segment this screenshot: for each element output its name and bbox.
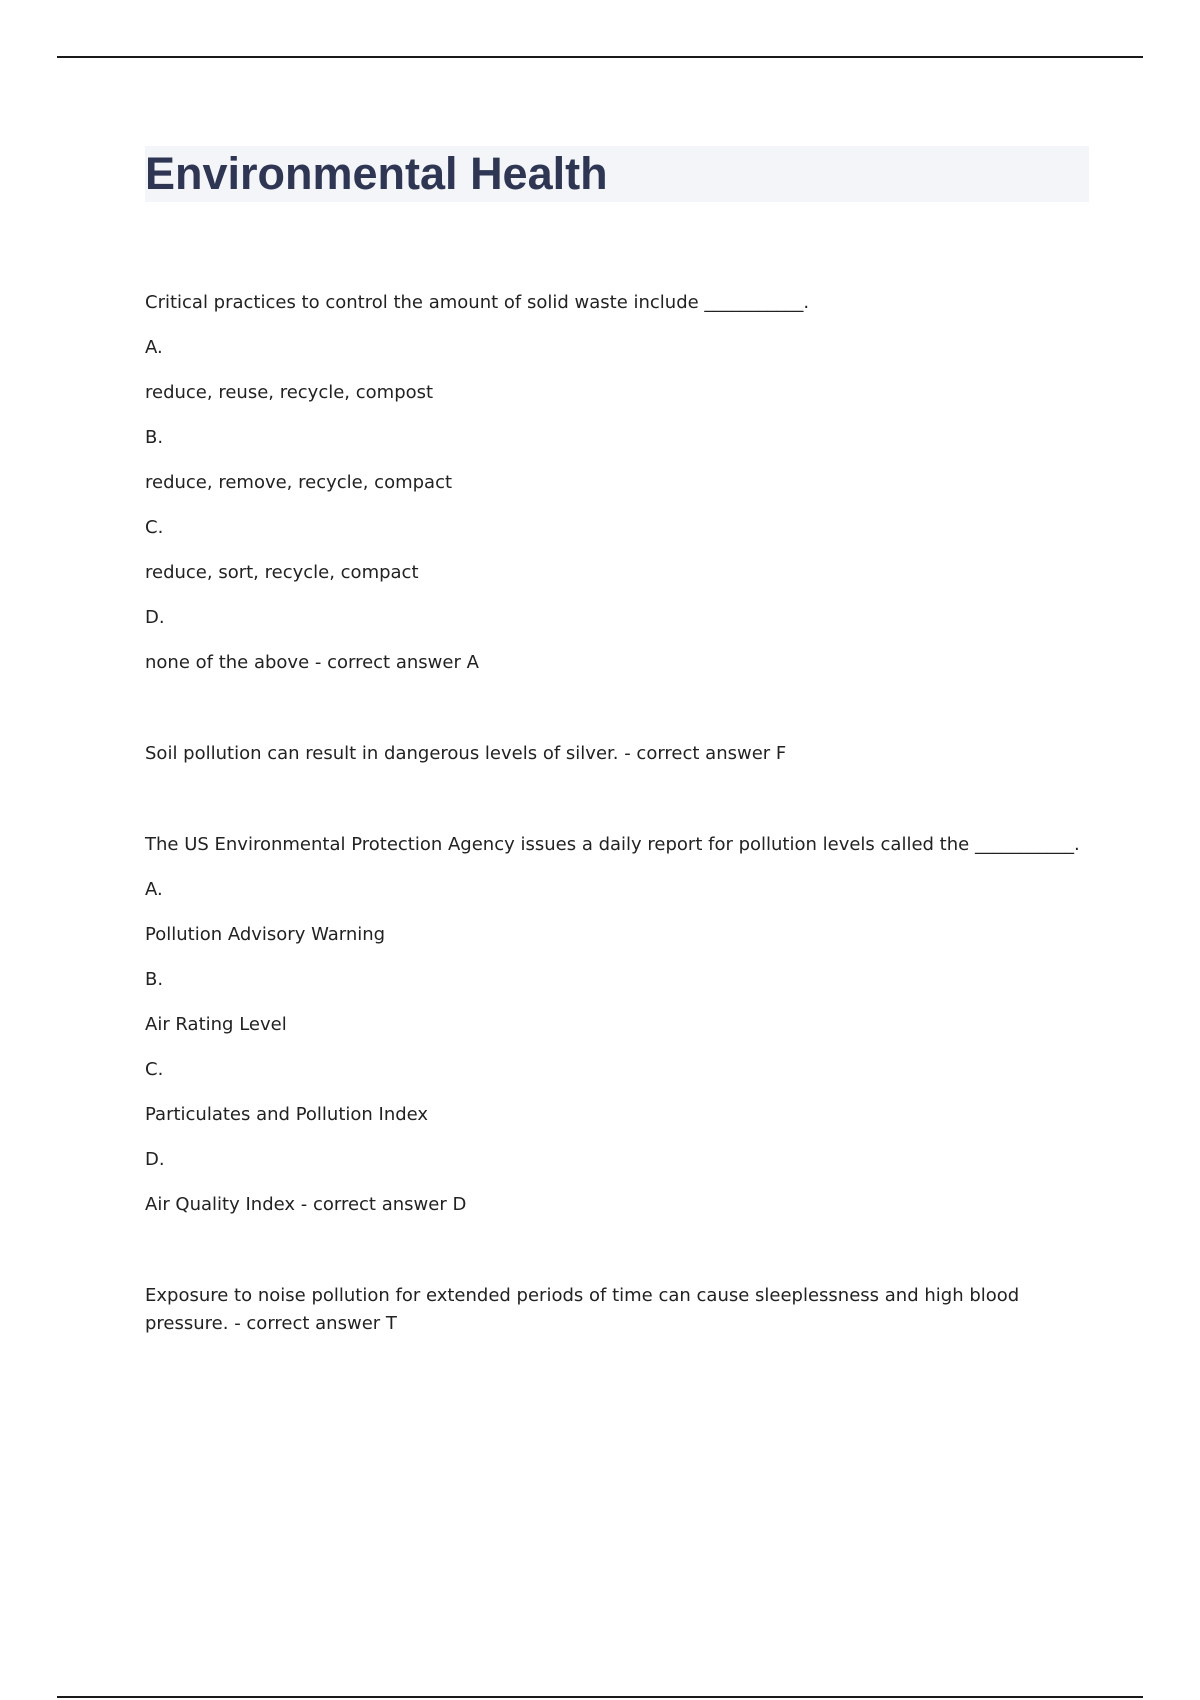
- question-prompt: Critical practices to control the amount of solid waste include ___________.: [145, 292, 810, 313]
- option-letter: A.: [145, 337, 163, 358]
- option-letter: C.: [145, 517, 164, 538]
- option-text: reduce, sort, recycle, compact: [145, 562, 419, 583]
- question-prompt: Soil pollution can result in dangerous levels of silver. - correct answer F: [145, 743, 787, 764]
- question-prompt: The US Environmental Protection Agency issues a daily report for pollution levels called the ___________.: [145, 834, 1080, 855]
- footer-rule: [57, 1696, 1143, 1698]
- question-2: [145, 740, 1095, 768]
- option-letter: C.: [145, 1059, 164, 1080]
- option-letter: B.: [145, 427, 164, 448]
- document-title: Environmental Health: [145, 148, 608, 199]
- option-letter: A.: [145, 879, 163, 900]
- option-text: Particulates and Pollution Index: [145, 1104, 429, 1125]
- option-text: none of the above - correct answer A: [145, 652, 479, 673]
- option-letter: D.: [145, 1149, 165, 1170]
- header-rule: [57, 56, 1143, 58]
- option-letter: D.: [145, 607, 165, 628]
- question-prompt: Exposure to noise pollution for extended periods of time can cause sleeplessness and high blood pressure. - correct answer T: [145, 1285, 1020, 1334]
- option-letter: B.: [145, 969, 164, 990]
- option-text: reduce, reuse, recycle, compost: [145, 382, 434, 403]
- question-1: [145, 289, 1095, 677]
- option-text: Pollution Advisory Warning: [145, 924, 386, 945]
- question-4: [145, 1282, 1095, 1338]
- option-text: reduce, remove, recycle, compact: [145, 472, 453, 493]
- option-text: Air Rating Level: [145, 1014, 287, 1035]
- question-list: [145, 289, 1095, 1401]
- option-text: Air Quality Index - correct answer D: [145, 1194, 467, 1215]
- question-3: [145, 831, 1095, 1219]
